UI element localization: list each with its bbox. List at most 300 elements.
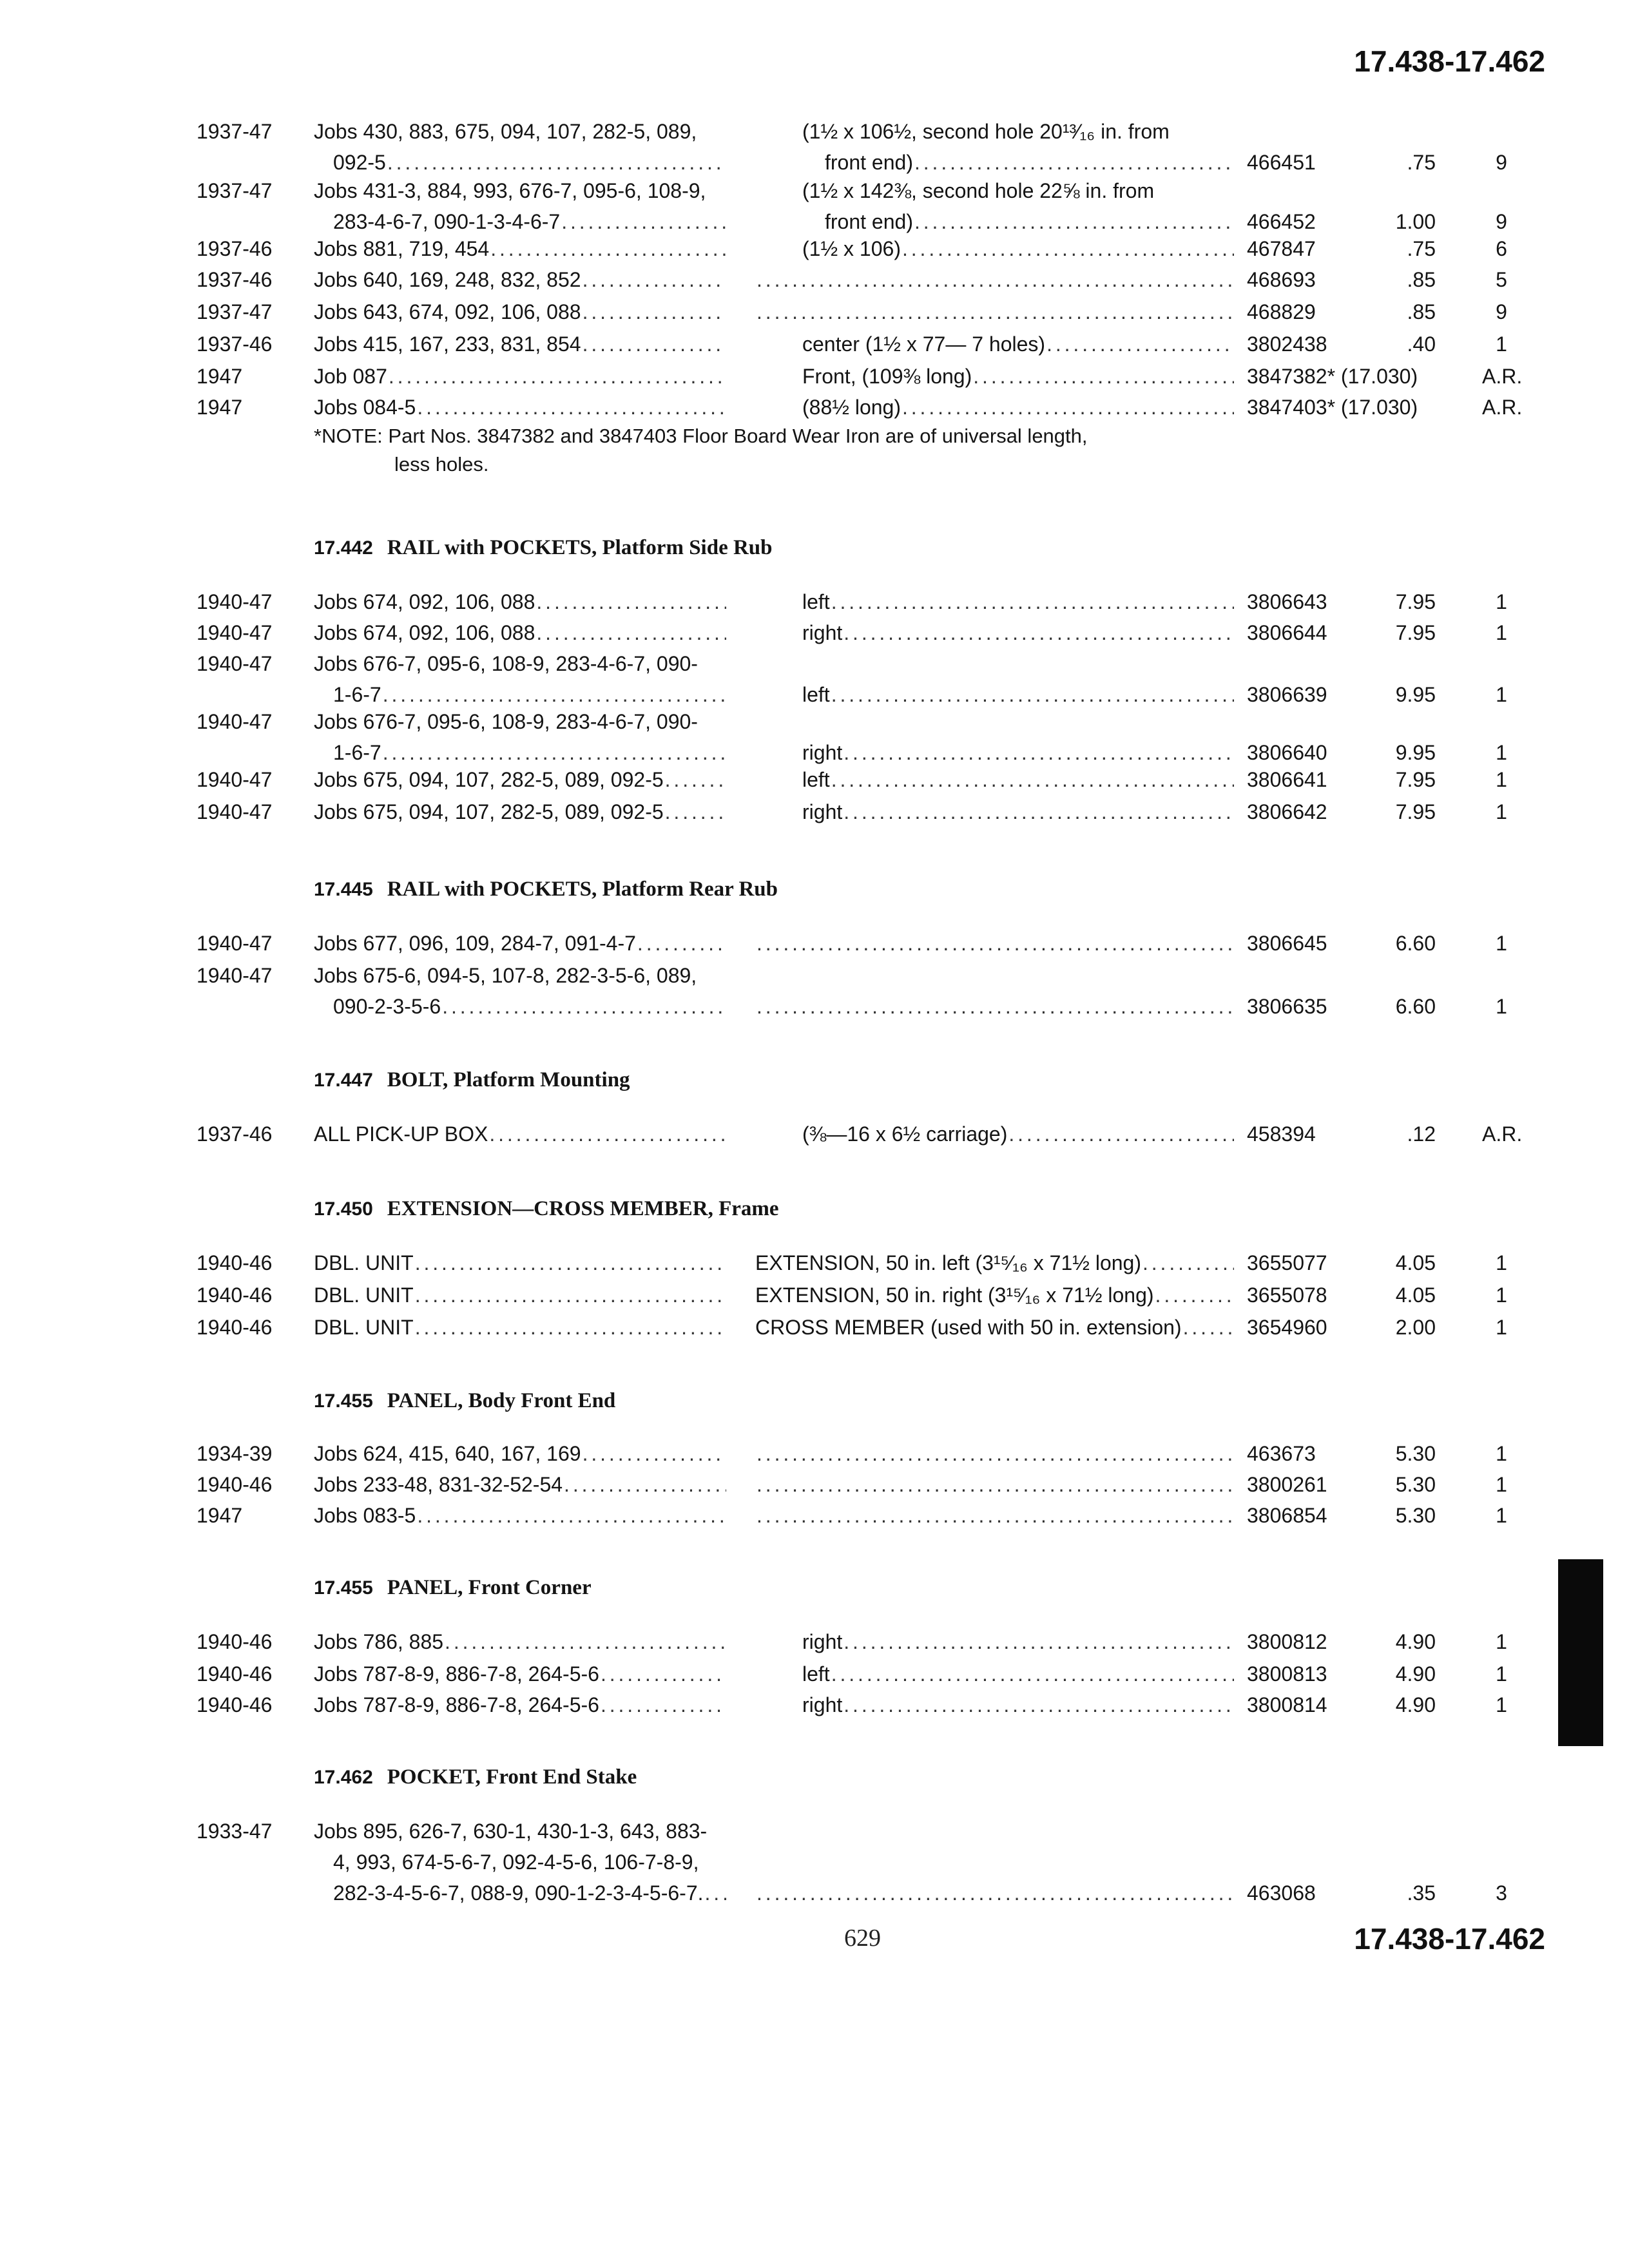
jobs-line bbox=[314, 991, 726, 1022]
thumb-index-tab bbox=[1558, 1559, 1603, 1746]
list-price: 4.90 bbox=[1395, 1662, 1436, 1686]
description-line bbox=[755, 1438, 1234, 1469]
description-line bbox=[755, 1500, 1234, 1531]
jobs-text: 1-6-7 bbox=[333, 741, 381, 764]
row-years: 1940-46 bbox=[197, 1693, 273, 1716]
part-number: 3806643 bbox=[1247, 590, 1327, 613]
row-jobs bbox=[314, 1500, 726, 1531]
page-header-code: 17.438-17.462 bbox=[1354, 44, 1545, 78]
quantity: 1 bbox=[1496, 1630, 1507, 1653]
description-line bbox=[802, 1689, 1234, 1720]
quantity: 3 bbox=[1496, 1881, 1507, 1905]
leader-dots bbox=[757, 1469, 1234, 1500]
list-price: 5.30 bbox=[1395, 1504, 1436, 1527]
section-title-text: POCKET, Front End Stake bbox=[387, 1765, 637, 1789]
description-line bbox=[802, 116, 1234, 147]
jobs-text: Jobs 676-7, 095-6, 108-9, 283-4-6-7, 090- bbox=[314, 710, 698, 733]
section-number: 17.442 bbox=[314, 537, 373, 559]
row-jobs bbox=[314, 1247, 726, 1278]
jobs-text: 4, 993, 674-5-6-7, 092-4-5-6, 106-7-8-9, bbox=[333, 1850, 699, 1874]
row-years: 1940-47 bbox=[197, 768, 273, 791]
row-jobs bbox=[314, 329, 726, 360]
description-text: CROSS MEMBER (used with 50 in. extension) bbox=[755, 1316, 1182, 1339]
jobs-text: Jobs 787-8-9, 886-7-8, 264-5-6 bbox=[314, 1693, 599, 1716]
leader-dots bbox=[490, 233, 726, 264]
list-price: 2.00 bbox=[1395, 1316, 1436, 1339]
jobs-text: Jobs 677, 096, 109, 284-7, 091-4-7 bbox=[314, 932, 636, 955]
jobs-text: Jobs 786, 885 bbox=[314, 1630, 444, 1653]
part-number: 3800812 bbox=[1247, 1630, 1327, 1653]
footnote-line: *NOTE: Part Nos. 3847382 and 3847403 Floor Board Wear Iron are of universal length, bbox=[314, 425, 1088, 447]
page-number: 629 bbox=[844, 1925, 881, 1952]
quantity: 1 bbox=[1496, 1693, 1507, 1716]
leader-dots bbox=[757, 296, 1234, 327]
page-footer-code: 17.438-17.462 bbox=[1354, 1922, 1545, 1956]
part-number: 467847 bbox=[1247, 237, 1316, 260]
leader-dots bbox=[705, 1878, 726, 1908]
part-number: 466451 bbox=[1247, 151, 1316, 174]
jobs-text: Jobs 233-48, 831-32-52-54 bbox=[314, 1473, 563, 1496]
part-number: 463673 bbox=[1247, 1442, 1316, 1465]
leader-dots bbox=[415, 1312, 726, 1343]
leader-dots bbox=[1008, 1119, 1234, 1149]
row-years: 1937-46 bbox=[197, 1122, 273, 1146]
leader-dots bbox=[561, 206, 726, 237]
description-text: front end) bbox=[825, 210, 913, 233]
jobs-text: Jobs 084-5 bbox=[314, 396, 416, 419]
section-heading bbox=[314, 1389, 615, 1413]
jobs-line bbox=[314, 361, 726, 392]
leader-dots bbox=[417, 1500, 726, 1531]
jobs-text: Jobs 624, 415, 640, 167, 169 bbox=[314, 1442, 581, 1465]
jobs-line bbox=[314, 1312, 726, 1343]
list-price: 5.30 bbox=[1395, 1442, 1436, 1465]
quantity: 1 bbox=[1496, 1251, 1507, 1274]
jobs-line bbox=[314, 960, 726, 991]
row-jobs bbox=[314, 648, 726, 710]
part-number: 3847382* (17.030) bbox=[1247, 365, 1418, 388]
row-jobs bbox=[314, 264, 726, 295]
leader-dots bbox=[757, 1878, 1234, 1908]
leader-dots bbox=[843, 1689, 1234, 1720]
jobs-line bbox=[314, 796, 726, 827]
jobs-text: Jobs 640, 169, 248, 832, 852 bbox=[314, 268, 581, 291]
row-description bbox=[802, 1119, 1234, 1149]
part-number: 3800814 bbox=[1247, 1693, 1327, 1716]
leader-dots bbox=[973, 361, 1234, 392]
leader-dots bbox=[843, 1626, 1234, 1657]
jobs-text: Jobs 431-3, 884, 993, 676-7, 095-6, 108-9, bbox=[314, 179, 706, 202]
section-title-text: PANEL, Front Corner bbox=[387, 1576, 592, 1599]
description-line bbox=[802, 737, 1234, 768]
row-years: 1937-47 bbox=[197, 179, 273, 202]
quantity: 1 bbox=[1496, 1316, 1507, 1339]
jobs-line bbox=[314, 116, 726, 147]
section-title-text: RAIL with POCKETS, Platform Rear Rub bbox=[387, 878, 778, 901]
row-description bbox=[802, 737, 1234, 768]
description-line bbox=[755, 1280, 1234, 1311]
jobs-text: Jobs 676-7, 095-6, 108-9, 283-4-6-7, 090- bbox=[314, 652, 698, 675]
row-years: 1940-46 bbox=[197, 1662, 273, 1686]
row-description bbox=[802, 796, 1234, 827]
list-price: 4.90 bbox=[1395, 1693, 1436, 1716]
section-number: 17.462 bbox=[314, 1767, 373, 1788]
row-years: 1940-46 bbox=[197, 1251, 273, 1274]
description-text: Front, (109⅜ long) bbox=[802, 365, 972, 388]
row-description bbox=[802, 617, 1234, 648]
row-description bbox=[802, 679, 1234, 710]
list-price: .40 bbox=[1407, 332, 1436, 356]
row-jobs bbox=[314, 960, 726, 1022]
leader-dots bbox=[417, 392, 726, 423]
quantity: A.R. bbox=[1482, 365, 1523, 388]
footnote-line: less holes. bbox=[394, 453, 489, 476]
description-line bbox=[802, 617, 1234, 648]
leader-dots bbox=[383, 737, 726, 768]
jobs-text: 283-4-6-7, 090-1-3-4-6-7 bbox=[333, 210, 561, 233]
jobs-line bbox=[314, 1469, 726, 1500]
part-number: 3654960 bbox=[1247, 1316, 1327, 1339]
row-years: 1940-46 bbox=[197, 1630, 273, 1653]
row-jobs bbox=[314, 175, 726, 237]
list-price: 4.05 bbox=[1395, 1283, 1436, 1307]
row-jobs bbox=[314, 1119, 726, 1149]
row-years: 1940-46 bbox=[197, 1316, 273, 1339]
list-price: .12 bbox=[1407, 1122, 1436, 1146]
section-heading bbox=[314, 1765, 637, 1789]
list-price: .85 bbox=[1407, 300, 1436, 323]
row-description bbox=[802, 361, 1234, 392]
row-years: 1940-47 bbox=[197, 590, 273, 613]
section-heading bbox=[314, 1576, 592, 1600]
jobs-text: Jobs 643, 674, 092, 106, 088 bbox=[314, 300, 581, 323]
jobs-line bbox=[314, 1119, 726, 1149]
description-line bbox=[802, 206, 1234, 237]
part-number: 3802438 bbox=[1247, 332, 1327, 356]
row-years: 1940-47 bbox=[197, 932, 273, 955]
row-jobs bbox=[314, 796, 726, 827]
quantity: 1 bbox=[1496, 332, 1507, 356]
jobs-text: Jobs 415, 167, 233, 831, 854 bbox=[314, 332, 581, 356]
jobs-line bbox=[314, 1847, 726, 1878]
description-text: left bbox=[802, 768, 830, 791]
jobs-text: Jobs 430, 883, 675, 094, 107, 282-5, 089, bbox=[314, 120, 697, 143]
description-text: (88½ long) bbox=[802, 396, 901, 419]
leader-dots bbox=[442, 991, 726, 1022]
description-text: right bbox=[802, 1693, 843, 1716]
leader-dots bbox=[583, 264, 726, 295]
description-text: EXTENSION, 50 in. right (3¹⁵⁄₁₆ x 71½ long) bbox=[755, 1283, 1154, 1307]
part-number: 3655077 bbox=[1247, 1251, 1327, 1274]
leader-dots bbox=[415, 1247, 726, 1278]
description-line bbox=[755, 991, 1234, 1022]
description-text: right bbox=[802, 800, 843, 823]
footnote bbox=[314, 422, 1229, 479]
row-jobs bbox=[314, 361, 726, 392]
part-number: 463068 bbox=[1247, 1881, 1316, 1905]
description-text: left bbox=[802, 1662, 830, 1686]
jobs-text: Jobs 674, 092, 106, 088 bbox=[314, 590, 535, 613]
list-price: 1.00 bbox=[1395, 210, 1436, 233]
jobs-text: 282-3-4-5-6-7, 088-9, 090-1-2-3-4-5-6-7. bbox=[333, 1881, 704, 1905]
jobs-text: Jobs 675, 094, 107, 282-5, 089, 092-5 bbox=[314, 800, 664, 823]
list-price: 6.60 bbox=[1395, 932, 1436, 955]
quantity: 5 bbox=[1496, 268, 1507, 291]
jobs-line bbox=[314, 1438, 726, 1469]
description-text: left bbox=[802, 590, 830, 613]
list-price: 5.30 bbox=[1395, 1473, 1436, 1496]
leader-dots bbox=[601, 1689, 726, 1720]
jobs-text: 092-5 bbox=[333, 151, 386, 174]
section-heading bbox=[314, 878, 778, 901]
quantity: A.R. bbox=[1482, 396, 1523, 419]
description-line bbox=[802, 392, 1234, 423]
jobs-line bbox=[314, 648, 726, 679]
leader-dots bbox=[383, 679, 726, 710]
list-price: 9.95 bbox=[1395, 683, 1436, 706]
quantity: 1 bbox=[1496, 1662, 1507, 1686]
leader-dots bbox=[757, 1438, 1234, 1469]
description-line bbox=[755, 1247, 1234, 1278]
description-line bbox=[755, 1878, 1234, 1908]
row-description bbox=[802, 1658, 1234, 1689]
part-number: 3847403* (17.030) bbox=[1247, 396, 1418, 419]
description-line bbox=[802, 361, 1234, 392]
leader-dots bbox=[831, 764, 1234, 795]
quantity: 1 bbox=[1496, 741, 1507, 764]
row-jobs bbox=[314, 764, 726, 795]
section-heading bbox=[314, 536, 773, 560]
quantity: 1 bbox=[1496, 768, 1507, 791]
list-price: 4.05 bbox=[1395, 1251, 1436, 1274]
part-number: 3800261 bbox=[1247, 1473, 1327, 1496]
leader-dots bbox=[843, 737, 1234, 768]
row-jobs bbox=[314, 1626, 726, 1657]
leader-dots bbox=[387, 147, 726, 178]
row-description bbox=[755, 1438, 1234, 1469]
part-number: 3806640 bbox=[1247, 741, 1327, 764]
leader-dots bbox=[1183, 1312, 1234, 1343]
row-years: 1933-47 bbox=[197, 1820, 273, 1843]
quantity: 6 bbox=[1496, 237, 1507, 260]
row-years: 1947 bbox=[197, 396, 243, 419]
row-years: 1940-47 bbox=[197, 621, 273, 644]
jobs-text: Jobs 895, 626-7, 630-1, 430-1-3, 643, 883- bbox=[314, 1820, 708, 1843]
row-jobs bbox=[314, 617, 726, 648]
row-jobs bbox=[314, 233, 726, 264]
jobs-line bbox=[314, 737, 726, 768]
leader-dots bbox=[536, 586, 726, 617]
jobs-line bbox=[314, 1689, 726, 1720]
leader-dots bbox=[1155, 1280, 1234, 1311]
quantity: 9 bbox=[1496, 210, 1507, 233]
jobs-line bbox=[314, 147, 726, 178]
jobs-line bbox=[314, 1500, 726, 1531]
leader-dots bbox=[902, 392, 1234, 423]
list-price: 7.95 bbox=[1395, 768, 1436, 791]
section-number: 17.455 bbox=[314, 1390, 373, 1412]
description-line bbox=[755, 296, 1234, 327]
row-description bbox=[755, 1469, 1234, 1500]
description-line bbox=[802, 1119, 1234, 1149]
row-description bbox=[802, 1626, 1234, 1657]
leader-dots bbox=[843, 796, 1234, 827]
row-jobs bbox=[314, 586, 726, 617]
quantity: 1 bbox=[1496, 932, 1507, 955]
jobs-text: Jobs 787-8-9, 886-7-8, 264-5-6 bbox=[314, 1662, 599, 1686]
quantity: 9 bbox=[1496, 151, 1507, 174]
jobs-line bbox=[314, 233, 726, 264]
leader-dots bbox=[914, 206, 1234, 237]
row-description bbox=[755, 928, 1234, 959]
row-years: 1940-46 bbox=[197, 1283, 273, 1307]
jobs-line bbox=[314, 264, 726, 295]
row-jobs bbox=[314, 116, 726, 178]
row-jobs bbox=[314, 928, 726, 959]
row-description bbox=[755, 1878, 1234, 1908]
description-line bbox=[802, 175, 1234, 206]
row-jobs bbox=[314, 706, 726, 768]
description-line bbox=[802, 679, 1234, 710]
row-jobs bbox=[314, 392, 726, 423]
row-years: 1937-46 bbox=[197, 332, 273, 356]
jobs-text: DBL. UNIT bbox=[314, 1283, 414, 1307]
jobs-line bbox=[314, 1816, 726, 1847]
quantity: 1 bbox=[1496, 590, 1507, 613]
leader-dots bbox=[601, 1658, 726, 1689]
quantity: 1 bbox=[1496, 683, 1507, 706]
description-line bbox=[802, 1626, 1234, 1657]
row-description bbox=[802, 329, 1234, 360]
part-number: 466452 bbox=[1247, 210, 1316, 233]
row-jobs bbox=[314, 1689, 726, 1720]
row-jobs bbox=[314, 296, 726, 327]
description-line bbox=[755, 264, 1234, 295]
jobs-line bbox=[314, 706, 726, 737]
description-text: center (1½ x 77— 7 holes) bbox=[802, 332, 1046, 356]
quantity: 1 bbox=[1496, 621, 1507, 644]
section-title-text: EXTENSION—CROSS MEMBER, Frame bbox=[387, 1197, 779, 1220]
leader-dots bbox=[843, 617, 1234, 648]
row-years: 1937-47 bbox=[197, 120, 273, 143]
jobs-line bbox=[314, 1878, 726, 1908]
part-number: 3806639 bbox=[1247, 683, 1327, 706]
jobs-text: Jobs 675-6, 094-5, 107-8, 282-3-5-6, 089, bbox=[314, 964, 697, 987]
quantity: 1 bbox=[1496, 1283, 1507, 1307]
section-title-text: PANEL, Body Front End bbox=[387, 1389, 616, 1412]
row-description bbox=[802, 116, 1234, 178]
list-price: 9.95 bbox=[1395, 741, 1436, 764]
list-price: 7.95 bbox=[1395, 590, 1436, 613]
description-line bbox=[755, 1469, 1234, 1500]
jobs-text: Jobs 083-5 bbox=[314, 1504, 416, 1527]
row-years: 1940-47 bbox=[197, 800, 273, 823]
row-years: 1937-46 bbox=[197, 237, 273, 260]
description-text: left bbox=[802, 683, 830, 706]
jobs-line bbox=[314, 679, 726, 710]
jobs-line bbox=[314, 1626, 726, 1657]
row-description bbox=[755, 296, 1234, 327]
jobs-text: DBL. UNIT bbox=[314, 1316, 414, 1339]
jobs-text: DBL. UNIT bbox=[314, 1251, 414, 1274]
part-number: 3806642 bbox=[1247, 800, 1327, 823]
row-jobs bbox=[314, 1280, 726, 1311]
part-number: 3655078 bbox=[1247, 1283, 1327, 1307]
description-text: right bbox=[802, 621, 843, 644]
row-description bbox=[802, 586, 1234, 617]
row-years: 1937-46 bbox=[197, 268, 273, 291]
section-heading bbox=[314, 1068, 630, 1092]
list-price: .35 bbox=[1407, 1881, 1436, 1905]
jobs-line bbox=[314, 1658, 726, 1689]
leader-dots bbox=[583, 1438, 726, 1469]
part-number: 3806641 bbox=[1247, 768, 1327, 791]
row-years: 1940-47 bbox=[197, 652, 273, 675]
section-title-text: RAIL with POCKETS, Platform Side Rub bbox=[387, 536, 773, 559]
leader-dots bbox=[415, 1280, 726, 1311]
jobs-line bbox=[314, 392, 726, 423]
row-description bbox=[755, 1500, 1234, 1531]
description-line bbox=[802, 586, 1234, 617]
row-description bbox=[755, 264, 1234, 295]
row-jobs bbox=[314, 1438, 726, 1469]
description-text: (1½ x 106½, second hole 20¹³⁄₁₆ in. from bbox=[802, 120, 1170, 143]
part-number: 3806635 bbox=[1247, 995, 1327, 1018]
part-number: 3806644 bbox=[1247, 621, 1327, 644]
jobs-line bbox=[314, 617, 726, 648]
description-text: front end) bbox=[825, 151, 913, 174]
jobs-text: 090-2-3-5-6 bbox=[333, 995, 441, 1018]
leader-dots bbox=[564, 1469, 726, 1500]
leader-dots bbox=[389, 361, 726, 392]
description-text: EXTENSION, 50 in. left (3¹⁵⁄₁₆ x 71½ long) bbox=[755, 1251, 1141, 1274]
description-line bbox=[802, 764, 1234, 795]
description-text: (1½ x 142⅜, second hole 22⅝ in. from bbox=[802, 179, 1155, 202]
leader-dots bbox=[831, 586, 1234, 617]
jobs-line bbox=[314, 1247, 726, 1278]
description-line bbox=[802, 329, 1234, 360]
description-line bbox=[802, 1658, 1234, 1689]
leader-dots bbox=[1046, 329, 1234, 360]
leader-dots bbox=[831, 679, 1234, 710]
leader-dots bbox=[757, 991, 1234, 1022]
part-number: 3806854 bbox=[1247, 1504, 1327, 1527]
leader-dots bbox=[665, 796, 726, 827]
description-line bbox=[802, 233, 1234, 264]
jobs-text: ALL PICK-UP BOX bbox=[314, 1122, 488, 1146]
row-years: 1940-47 bbox=[197, 964, 273, 987]
list-price: 7.95 bbox=[1395, 800, 1436, 823]
jobs-line bbox=[314, 1280, 726, 1311]
list-price: .75 bbox=[1407, 151, 1436, 174]
jobs-text: Job 087 bbox=[314, 365, 387, 388]
jobs-text: Jobs 674, 092, 106, 088 bbox=[314, 621, 535, 644]
section-number: 17.450 bbox=[314, 1198, 373, 1220]
description-text: right bbox=[802, 1630, 843, 1653]
description-line bbox=[755, 1312, 1234, 1343]
jobs-text: Jobs 675, 094, 107, 282-5, 089, 092-5 bbox=[314, 768, 664, 791]
row-years: 1947 bbox=[197, 1504, 243, 1527]
leader-dots bbox=[637, 928, 726, 959]
row-jobs bbox=[314, 1658, 726, 1689]
section-number: 17.447 bbox=[314, 1070, 373, 1091]
row-jobs bbox=[314, 1469, 726, 1500]
jobs-line bbox=[314, 928, 726, 959]
description-line bbox=[802, 796, 1234, 827]
list-price: .85 bbox=[1407, 268, 1436, 291]
part-number: 3806645 bbox=[1247, 932, 1327, 955]
part-number: 458394 bbox=[1247, 1122, 1316, 1146]
